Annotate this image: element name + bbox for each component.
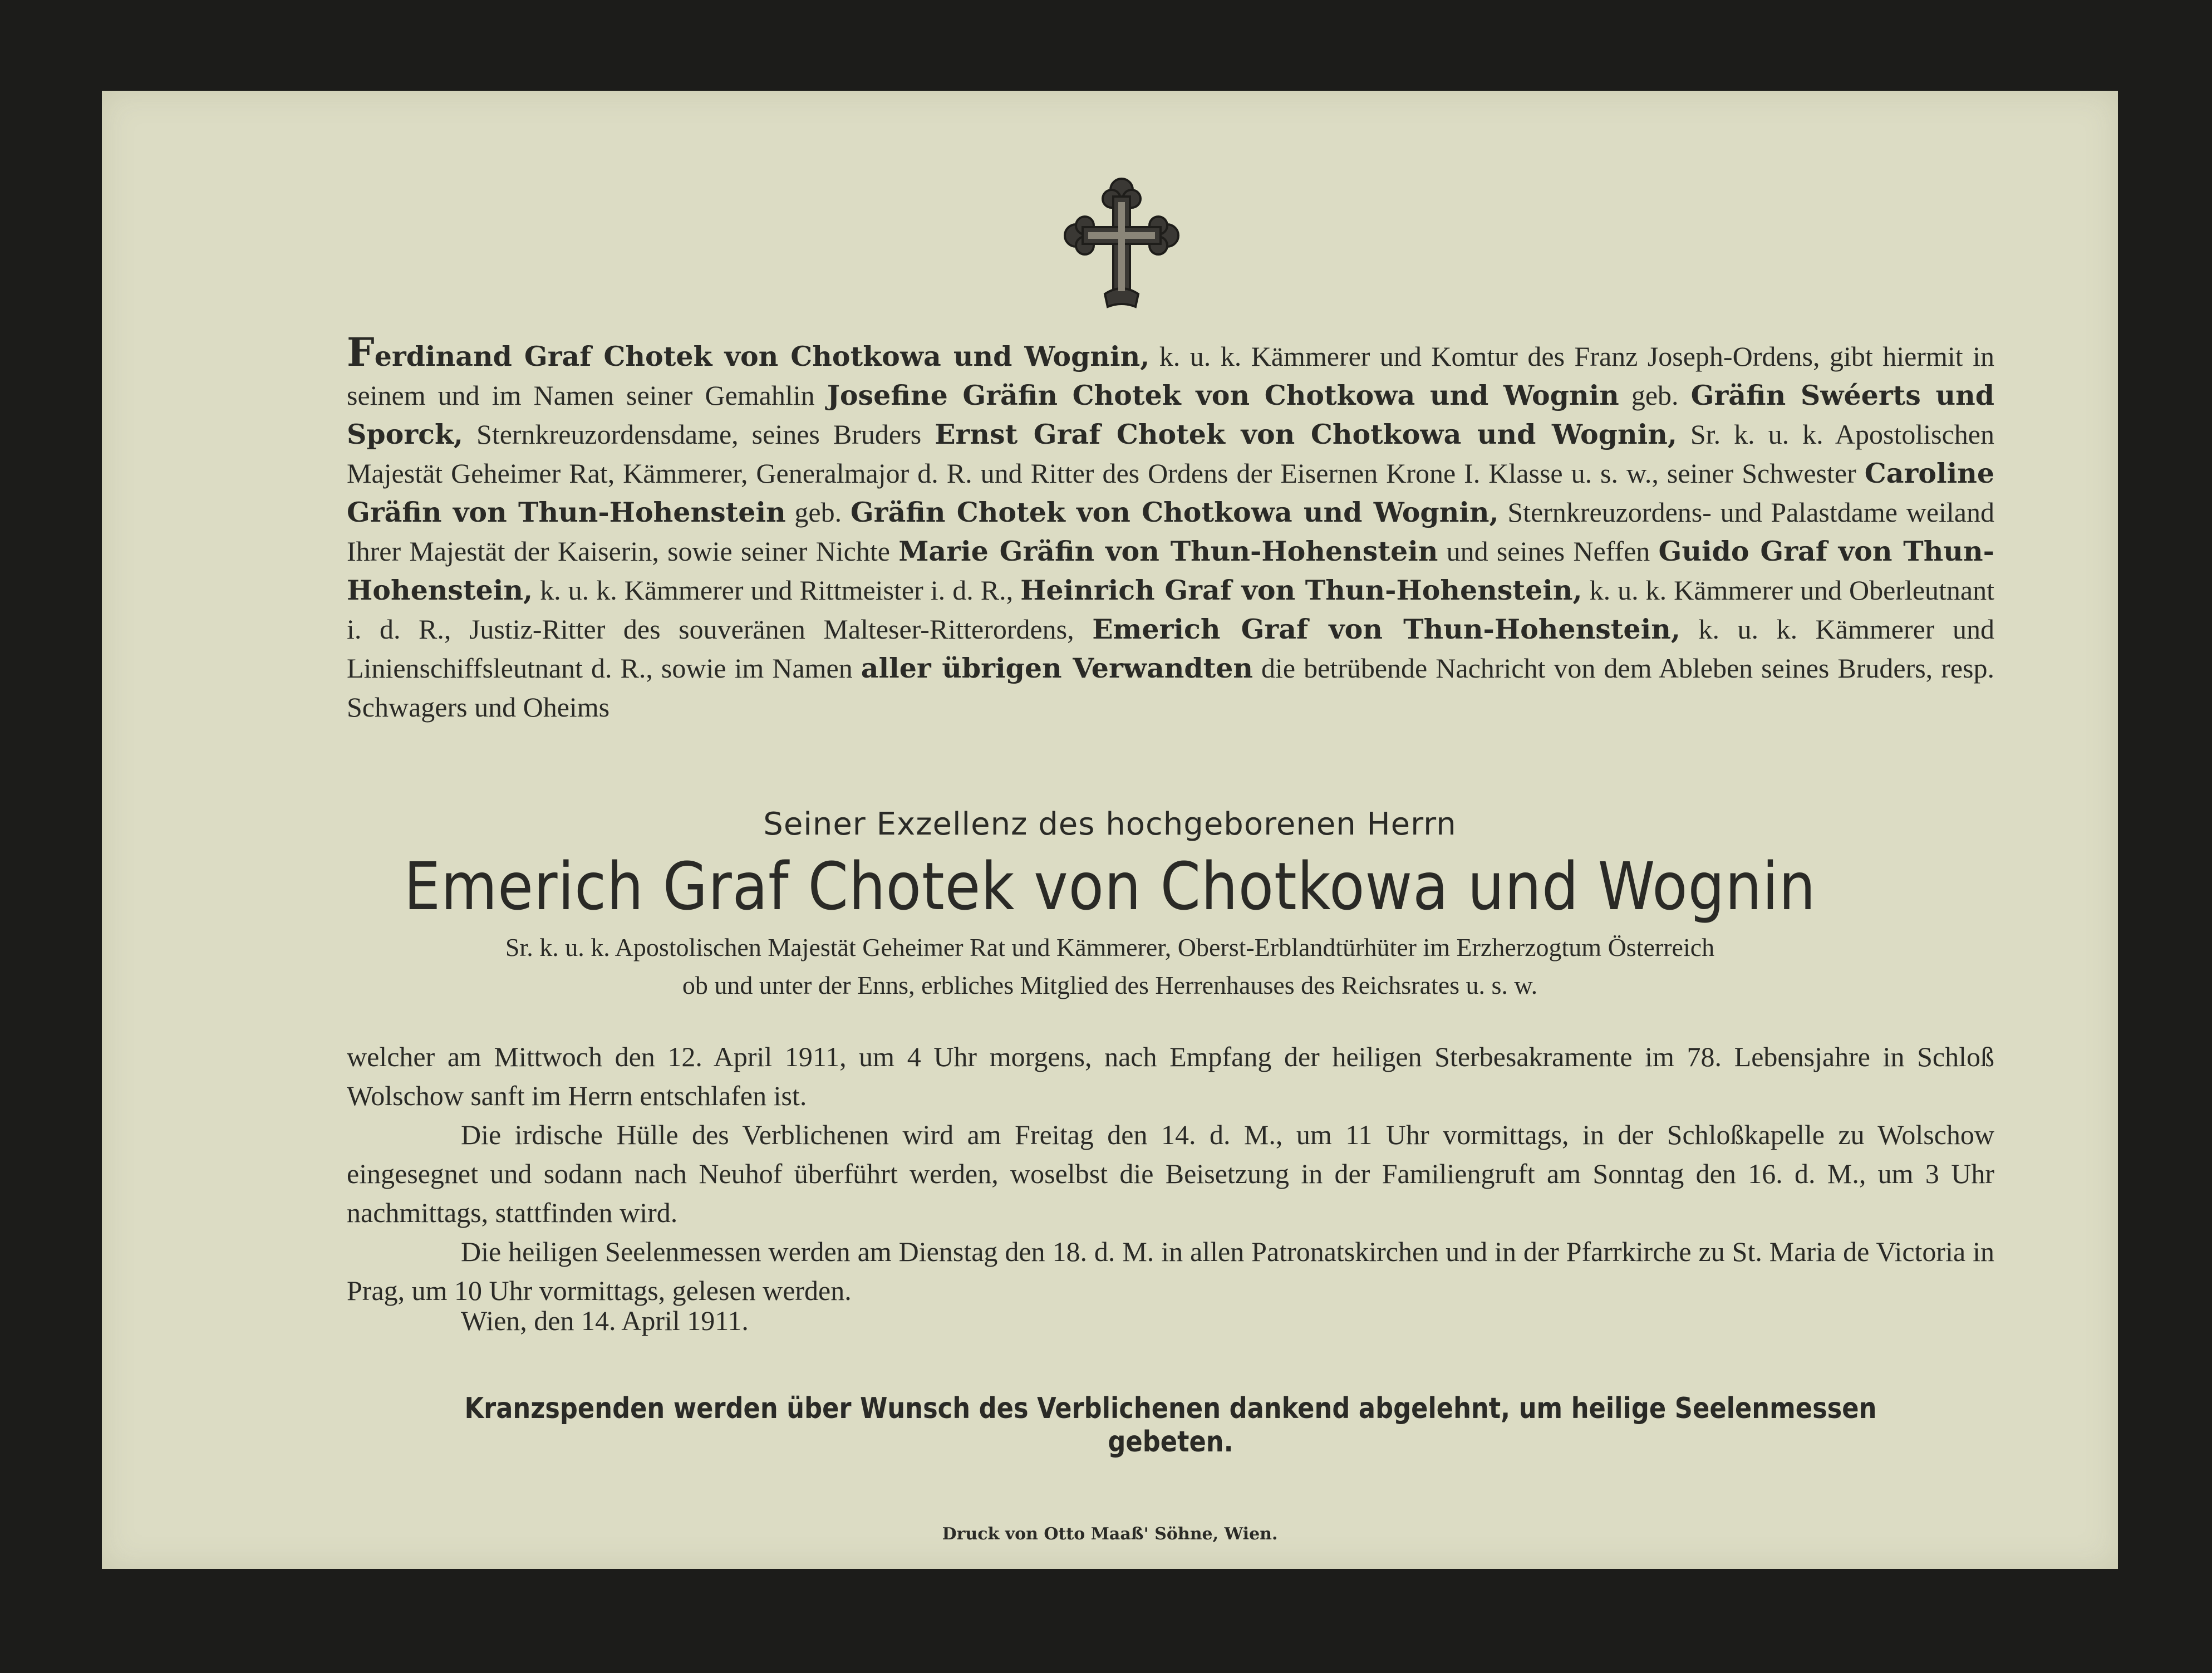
text-run: k. u. k. Kämmerer und Linienschiffsleutnant d. R., sowie im Namen [347, 614, 1994, 684]
text-run: und seines Neffen [1438, 536, 1659, 567]
burial-paragraph: Die irdische Hülle des Verblichenen wird am Freitag den 14. d. M., um 11 Uhr vormittags, in der Schloßkapelle zu Wolschow eingesegnet und sodann nach Neuhof überführt werden, woselbst die Beisetzung in der Familiengruft am Sonntag den 16. d. M., um 3 Uhr nachmittags, stattfinden wird. [347, 1119, 1994, 1228]
place-date: Wien, den 14. April 1911. [461, 1305, 749, 1336]
notice-sheet [102, 91, 2118, 1569]
honorific-line: Seiner Exzellenz des hochgeborenen Herrn [763, 806, 1457, 842]
titles-line-1: Sr. k. u. k. Apostolischen Majestät Geheimer Rat und Kämmerer, Oberst-Erblandtürhüter im Erzherzogtum Österreich [505, 933, 1715, 961]
text-run: k. u. k. Kämmerer und Komtur des Franz Joseph-Ordens, gibt hiermit in seinem und im Namen seiner Gemahlin [347, 341, 1994, 411]
text-run: Sternkreuzordens- und Palastdame weiland Ihrer Majestät der Kaiserin, sowie seiner Nichte [347, 497, 1994, 567]
deceased-titles [102, 929, 2118, 1004]
text-run: Sr. k. u. k. Apostolischen Majestät Geheimer Rat, Kämmerer, Generalmajor d. R. und Ritter des Ordens der Eisernen Krone I. Klasse u. s. w., seiner Schwester [347, 419, 1994, 489]
titles-line-2: ob und unter der Enns, erbliches Mitglied des Herrenhauses des Reichsrates u. s. w. [682, 971, 1538, 999]
name-run: aller übrigen Verwandten [861, 652, 1254, 684]
text-run: k. u. k. Kämmerer und Rittmeister i. d. R., [533, 575, 1021, 606]
name-run: Heinrich Graf von Thun-Hohenstein, [1020, 574, 1582, 606]
name-run: erdinand Graf Chotek von Chotkowa und Wognin, [374, 340, 1150, 372]
name-run: Gräfin Swéerts und Sporck, [347, 379, 1994, 450]
text-run: geb. [1619, 380, 1691, 411]
name-run: Caroline Gräfin von Thun-Hohenstein [347, 457, 1994, 528]
funeral-details [347, 1037, 1994, 1310]
name-run: Ernst Graf Chotek von Chotkowa und Wognin, [935, 418, 1677, 450]
text-run: die betrübende Nachricht von dem Ableben seines Bruders, resp. Schwagers und Oheims [347, 652, 1994, 723]
name-run: Guido Graf von Thun-Hohenstein, [347, 535, 1994, 606]
name-run: Marie Gräfin von Thun-Hohenstein [898, 535, 1438, 567]
mass-paragraph: Die heiligen Seelenmessen werden am Dienstag den 18. d. M. in allen Patronatskirchen und in der Pfarrkirche zu St. Maria de Victoria in Prag, um 10 Uhr vormittags, gelesen werden. [347, 1236, 1994, 1306]
text-run: k. u. k. Kämmerer und Oberleutnant i. d. R., Justiz-Ritter des souveränen Malteser-Ritterordens, [347, 575, 1995, 645]
wreath-note: Kranzspenden werden über Wunsch des Verblichenen dankend abgelehnt, um heilige Seelenmessen gebeten. [464, 1392, 1877, 1459]
printer-imprint: Druck von Otto Maaß' Söhne, Wien. [942, 1524, 1278, 1544]
name-run: Emerich Graf von Thun-Hohenstein, [1092, 613, 1680, 645]
dropcap-letter: F [347, 329, 375, 375]
announcement-paragraph [347, 329, 1995, 727]
deceased-name: Emerich Graf Chotek von Chotkowa und Wognin [404, 848, 1816, 925]
orthodox-trefoil-cross-icon [1060, 174, 1183, 313]
name-run: Gräfin Chotek von Chotkowa und Wognin, [850, 496, 1499, 528]
text-run: geb. [785, 497, 851, 528]
death-paragraph: welcher am Mittwoch den 12. April 1911, um 4 Uhr morgens, nach Empfang der heiligen Sterbesakramente im 78. Lebensjahre in Schloß Wolschow sanft im Herrn entschlafen ist. [347, 1041, 1994, 1111]
name-run: Josefine Gräfin Chotek von Chotkowa und Wognin [827, 379, 1619, 411]
text-run: Sternkreuzordensdame, seines Bruders [463, 419, 935, 450]
